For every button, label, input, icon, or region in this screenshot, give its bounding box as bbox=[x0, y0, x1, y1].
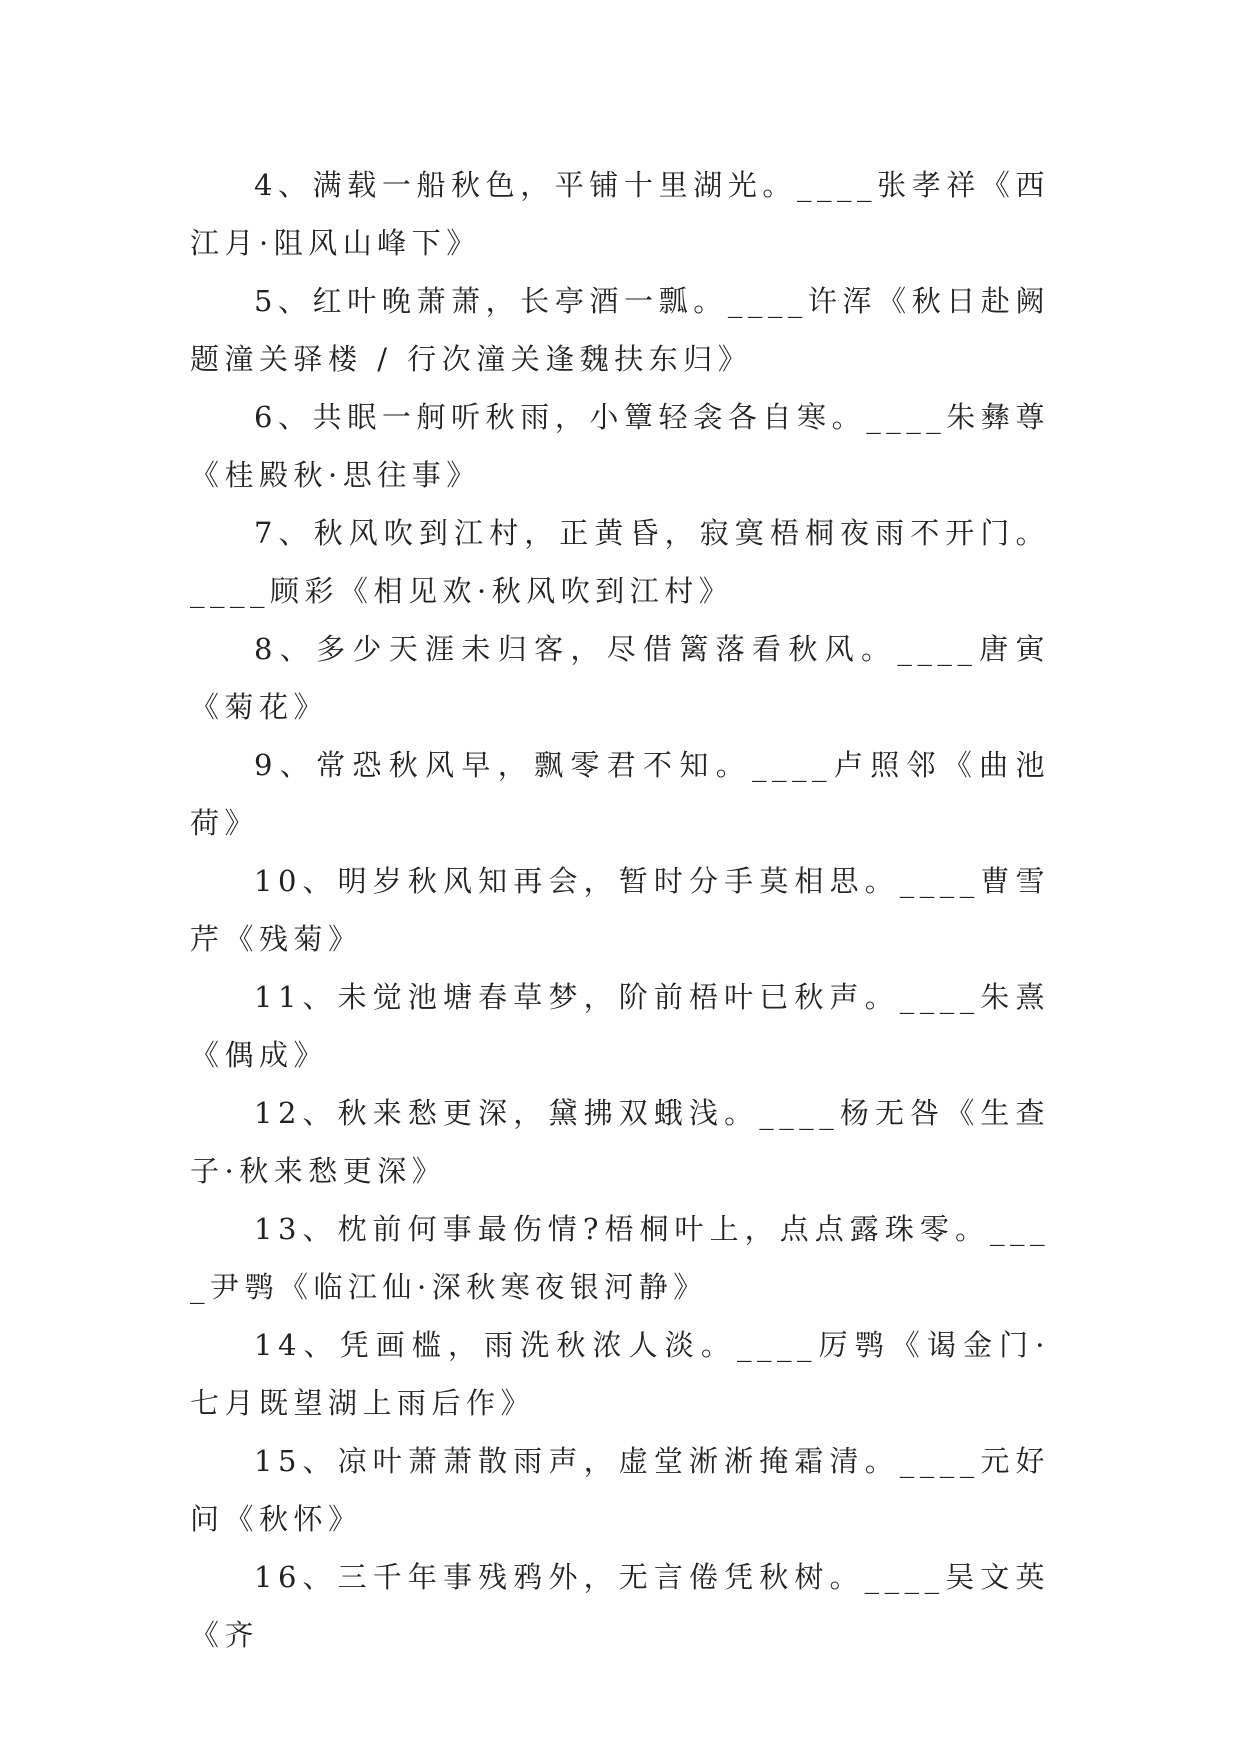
poem-line-12: 12、秋来愁更深，黛拂双蛾浅。____杨无咎《生查子·秋来愁更深》 bbox=[190, 1096, 1050, 1188]
document-body bbox=[190, 156, 1050, 1664]
poem-line-15: 15、凉叶萧萧散雨声，虚堂淅淅掩霜清。____元好问《秋怀》 bbox=[190, 1444, 1050, 1536]
poem-line-7: 7、秋风吹到江村，正黄昏，寂寞梧桐夜雨不开门。____顾彩《相见欢·秋风吹到江村》 bbox=[190, 516, 1050, 608]
poem-line-16: 16、三千年事残鸦外，无言倦凭秋树。____吴文英《齐 bbox=[190, 1560, 1050, 1652]
poem-line-11: 11、未觉池塘春草梦，阶前梧叶已秋声。____朱熹《偶成》 bbox=[190, 980, 1050, 1072]
poem-line-14: 14、凭画槛，雨洗秋浓人淡。____厉鹗《谒金门·七月既望湖上雨后作》 bbox=[190, 1328, 1050, 1420]
poem-line-4: 4、满载一船秋色，平铺十里湖光。____张孝祥《西江月·阻风山峰下》 bbox=[190, 168, 1050, 260]
poem-line-8: 8、多少天涯未归客，尽借篱落看秋风。____唐寅《菊花》 bbox=[190, 632, 1050, 724]
poem-line-6: 6、共眠一舸听秋雨，小簟轻衾各自寒。____朱彝尊《桂殿秋·思往事》 bbox=[190, 400, 1050, 492]
poem-line-13: 13、枕前何事最伤情?梧桐叶上，点点露珠零。____尹鹗《临江仙·深秋寒夜银河静》 bbox=[190, 1212, 1050, 1304]
poem-line-10: 10、明岁秋风知再会，暂时分手莫相思。____曹雪芹《残菊》 bbox=[190, 864, 1050, 956]
poem-line-9: 9、常恐秋风早，飘零君不知。____卢照邻《曲池荷》 bbox=[190, 748, 1050, 840]
poem-line-5: 5、红叶晚萧萧，长亭酒一瓢。____许浑《秋日赴阙题潼关驿楼 / 行次潼关逢魏扶东归》 bbox=[190, 284, 1050, 376]
